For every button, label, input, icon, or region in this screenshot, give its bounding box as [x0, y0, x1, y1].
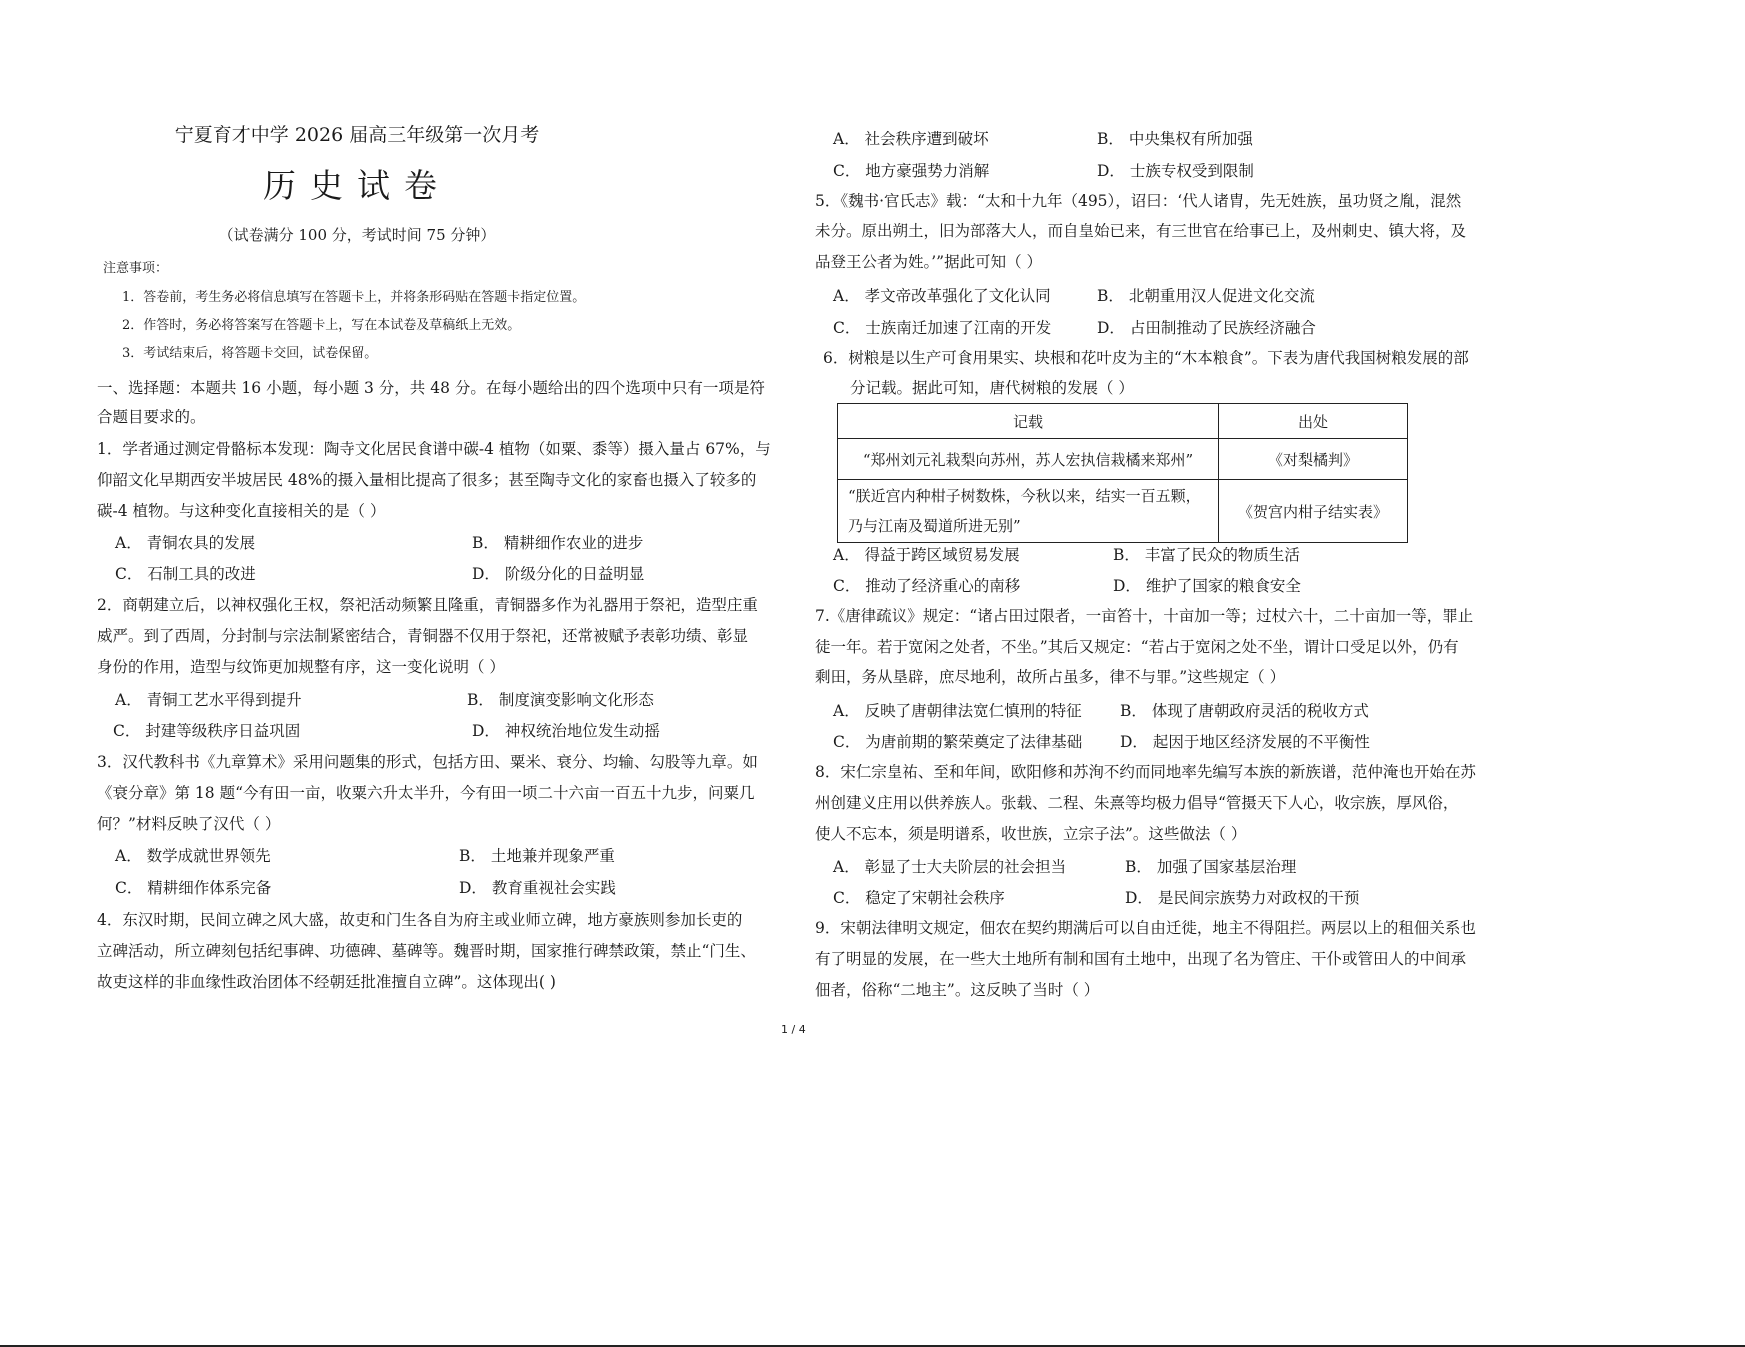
q5-stem: 未分。原出朔土，旧为部落大人，而自皇始已来，有三世官在给事已上，及州刺史、镇大将，及 — [815, 222, 1467, 240]
q2-option-d[interactable]: D． 神权统治地位发生动摇 — [472, 722, 660, 740]
table-row — [838, 439, 1408, 480]
q7-option-c[interactable]: C． 为唐前期的繁荣奠定了法律基础 — [833, 733, 1083, 751]
q7-stem: 剩田，务从垦辟，庶尽地利，故所占虽多，律不与罪。”这些规定（ ） — [815, 668, 1286, 686]
q7-option-b[interactable]: B． 体现了唐朝政府灵活的税收方式 — [1120, 702, 1369, 720]
q2-stem: 2．商朝建立后，以神权强化王权，祭祀活动频繁且隆重，青铜器多作为礼器用于祭祀，造型庄重 — [97, 596, 758, 614]
q8-stem: 使人不忘本，须是明谱系，收世族，立宗子法”。这些做法（ ） — [815, 825, 1247, 843]
notice-heading: 注意事项： — [103, 261, 169, 276]
q7-stem: 徒一年。若于宽闲之处者，不坐。”其后又规定：“若占于宽闲之处不坐，谓计口受足以外，仍有 — [815, 638, 1459, 656]
table-cell: “郑州刘元礼栽梨向苏州，苏人宏执信栽橘来郑州” — [838, 439, 1219, 480]
q5-option-d[interactable]: D． 占田制推动了民族经济融合 — [1097, 319, 1316, 337]
q5-stem: 5．《魏书·官氏志》载：“太和十九年（495），诏曰：‘代人诸胄，先无姓族，虽功贤之胤，混然 — [815, 192, 1462, 210]
table-cell: 《对梨橘判》 — [1219, 439, 1408, 480]
table-cell — [838, 480, 1219, 543]
q3-stem: 3．汉代教科书《九章算术》采用问题集的形式，包括方田、粟米、衰分、均输、勾股等九章。如 — [97, 753, 758, 771]
q3-option-c[interactable]: C． 精耕细作体系完备 — [115, 879, 272, 897]
q6-option-c[interactable]: C． 推动了经济重心的南移 — [833, 577, 1021, 595]
q1-option-a[interactable]: A． 青铜农具的发展 — [115, 534, 256, 552]
q7-option-d[interactable]: D． 起因于地区经济发展的不平衡性 — [1120, 733, 1370, 751]
q7-option-a[interactable]: A． 反映了唐朝律法宽仁慎刑的特征 — [833, 702, 1082, 720]
q5-option-b[interactable]: B． 北朝重用汉人促进文化交流 — [1097, 287, 1315, 305]
q4-option-d[interactable]: D． 士族专权受到限制 — [1097, 162, 1254, 180]
q4-stem: 4．东汉时期，民间立碑之风大盛，故吏和门生各自为府主或业师立碑，地方豪族则参加长吏的 — [97, 911, 743, 929]
q4-stem: 立碑活动，所立碑刻包括纪事碑、功德碑、墓碑等。魏晋时期，国家推行碑禁政策，禁止“门生、 — [97, 942, 756, 960]
q8-option-c[interactable]: C． 稳定了宋朝社会秩序 — [833, 889, 1005, 907]
q4-option-a[interactable]: A． 社会秩序遭到破坏 — [833, 130, 989, 148]
q4-option-b[interactable]: B． 中央集权有所加强 — [1097, 130, 1253, 148]
q9-stem: 佃者，俗称“二地主”。这反映了当时（ ） — [815, 981, 1100, 999]
q5-option-a[interactable]: A． 孝文帝改革强化了文化认同 — [833, 287, 1051, 305]
q8-stem: 州创建义庄用以供养族人。张载、二程、朱熹等均极力倡导“管摄天下人心，收宗族，厚风俗， — [815, 794, 1459, 812]
page-number: 1 / 4 — [781, 1023, 806, 1036]
q8-option-b[interactable]: B． 加强了国家基层治理 — [1125, 858, 1297, 876]
q8-option-a[interactable]: A． 彰显了士大夫阶层的社会担当 — [833, 858, 1067, 876]
q3-stem: 《衰分章》第 18 题“今有田一亩，收粟六升太半升，今有田一顷二十六亩一百五十九步，问粟几 — [97, 784, 755, 802]
q8-stem: 8．宋仁宗皇祐、至和年间，欧阳修和苏洵不约而同地率先编写本族的新族谱，范仲淹也开始在苏 — [815, 763, 1476, 781]
q2-option-a[interactable]: A． 青铜工艺水平得到提升 — [115, 691, 302, 709]
q1-option-b[interactable]: B． 精耕细作农业的进步 — [472, 534, 644, 552]
q4-stem: 故吏这样的非血缘性政治团体不经朝廷批准擅自立碑”。这体现出( ) — [97, 973, 556, 991]
subject-title: 历史试卷 — [263, 166, 451, 205]
q1-stem: 碳-4 植物。与这种变化直接相关的是（ ） — [97, 502, 386, 520]
q2-stem: 身份的作用，造型与纹饰更加规整有序，这一变化说明（ ） — [97, 658, 505, 676]
q1-option-c[interactable]: C． 石制工具的改进 — [115, 565, 256, 583]
table-header-row — [838, 404, 1408, 439]
exam-title: 宁夏育才中学 2026 届高三年级第一次月考 — [174, 124, 540, 146]
q3-option-d[interactable]: D． 教育重视社会实践 — [459, 879, 616, 897]
q9-stem: 有了明显的发展，在一些大土地所有制和国有土地中，出现了名为管庄、干仆或管田人的中间承 — [815, 950, 1467, 968]
q5-stem: 品登王公者为姓。’”据此可知（ ） — [815, 253, 1043, 271]
q6-stem: 6．树粮是以生产可食用果实、块根和花叶皮为主的“木本粮食”。下表为唐代我国树粮发展的部 — [823, 349, 1469, 367]
section-instruction: 合题目要求的。 — [97, 408, 206, 426]
q1-option-d[interactable]: D． 阶级分化的日益明显 — [472, 565, 645, 583]
q4-option-c[interactable]: C． 地方豪强势力消解 — [833, 162, 990, 180]
q1-stem: 1．学者通过测定骨骼标本发现：陶寺文化居民食谱中碳-4 植物（如粟、黍等）摄入量占 67%，与 — [97, 440, 771, 458]
exam-info: （试卷满分 100 分，考试时间 75 分钟） — [218, 226, 496, 244]
q7-stem: 7.《唐律疏议》规定：“诸占田过限者，一亩笞十，十亩加一等；过杖六十，二十亩加一等，罪止 — [815, 607, 1474, 625]
table-cell: 《贺宫内柑子结实表》 — [1219, 480, 1408, 543]
q1-stem: 仰韶文化早期西安半坡居民 48%的摄入量相比提高了很多；甚至陶寺文化的家畜也摄入了较多的 — [97, 471, 757, 489]
q8-option-d[interactable]: D． 是民间宗族势力对政权的干预 — [1125, 889, 1360, 907]
q6-option-b[interactable]: B． 丰富了民众的物质生活 — [1113, 546, 1300, 564]
q9-stem: 9．宋朝法律明文规定，佃农在契约期满后可以自由迁徙，地主不得阻拦。两层以上的租佃关系也 — [815, 919, 1476, 937]
notice-item: 2．作答时，务必将答案写在答题卡上，写在本试卷及草稿纸上无效。 — [122, 318, 521, 333]
table-header: 记载 — [838, 404, 1219, 439]
q6-option-d[interactable]: D． 维护了国家的粮食安全 — [1113, 577, 1301, 595]
table-header: 出处 — [1219, 404, 1408, 439]
table-row — [838, 480, 1408, 543]
notice-item: 3．考试结束后，将答题卡交回，试卷保留。 — [122, 346, 378, 361]
q2-stem: 威严。到了西周，分封制与宗法制紧密结合，青铜器不仅用于祭祀，还常被赋予表彰功绩、彰显 — [97, 627, 749, 645]
section-instruction: 一、选择题：本题共 16 小题，每小题 3 分，共 48 分。在每小题给出的四个选项中只有一项是符 — [97, 379, 765, 397]
table-cell-line: “朕近宫内种柑子树数株，今秋以来，结实一百五颗， — [848, 487, 1201, 505]
q2-option-c[interactable]: C． 封建等级秩序日益巩固 — [113, 722, 301, 740]
q6-option-a[interactable]: A． 得益于跨区域贸易发展 — [833, 546, 1020, 564]
q3-stem: 何？”材料反映了汉代（ ） — [97, 815, 281, 833]
table-cell-line: 乃与江南及蜀道所进无别” — [848, 517, 1021, 535]
q3-option-b[interactable]: B． 土地兼并现象严重 — [459, 847, 615, 865]
q2-option-b[interactable]: B． 制度演变影响文化形态 — [467, 691, 654, 709]
records-table — [837, 403, 1408, 543]
notice-item: 1．答卷前，考生务必将信息填写在答题卡上，并将条形码贴在答题卡指定位置。 — [122, 290, 586, 305]
q6-stem: 分记载。据此可知，唐代树粮的发展（ ） — [850, 379, 1134, 397]
q3-option-a[interactable]: A． 数学成就世界领先 — [115, 847, 271, 865]
q5-option-c[interactable]: C． 士族南迁加速了江南的开发 — [833, 319, 1052, 337]
